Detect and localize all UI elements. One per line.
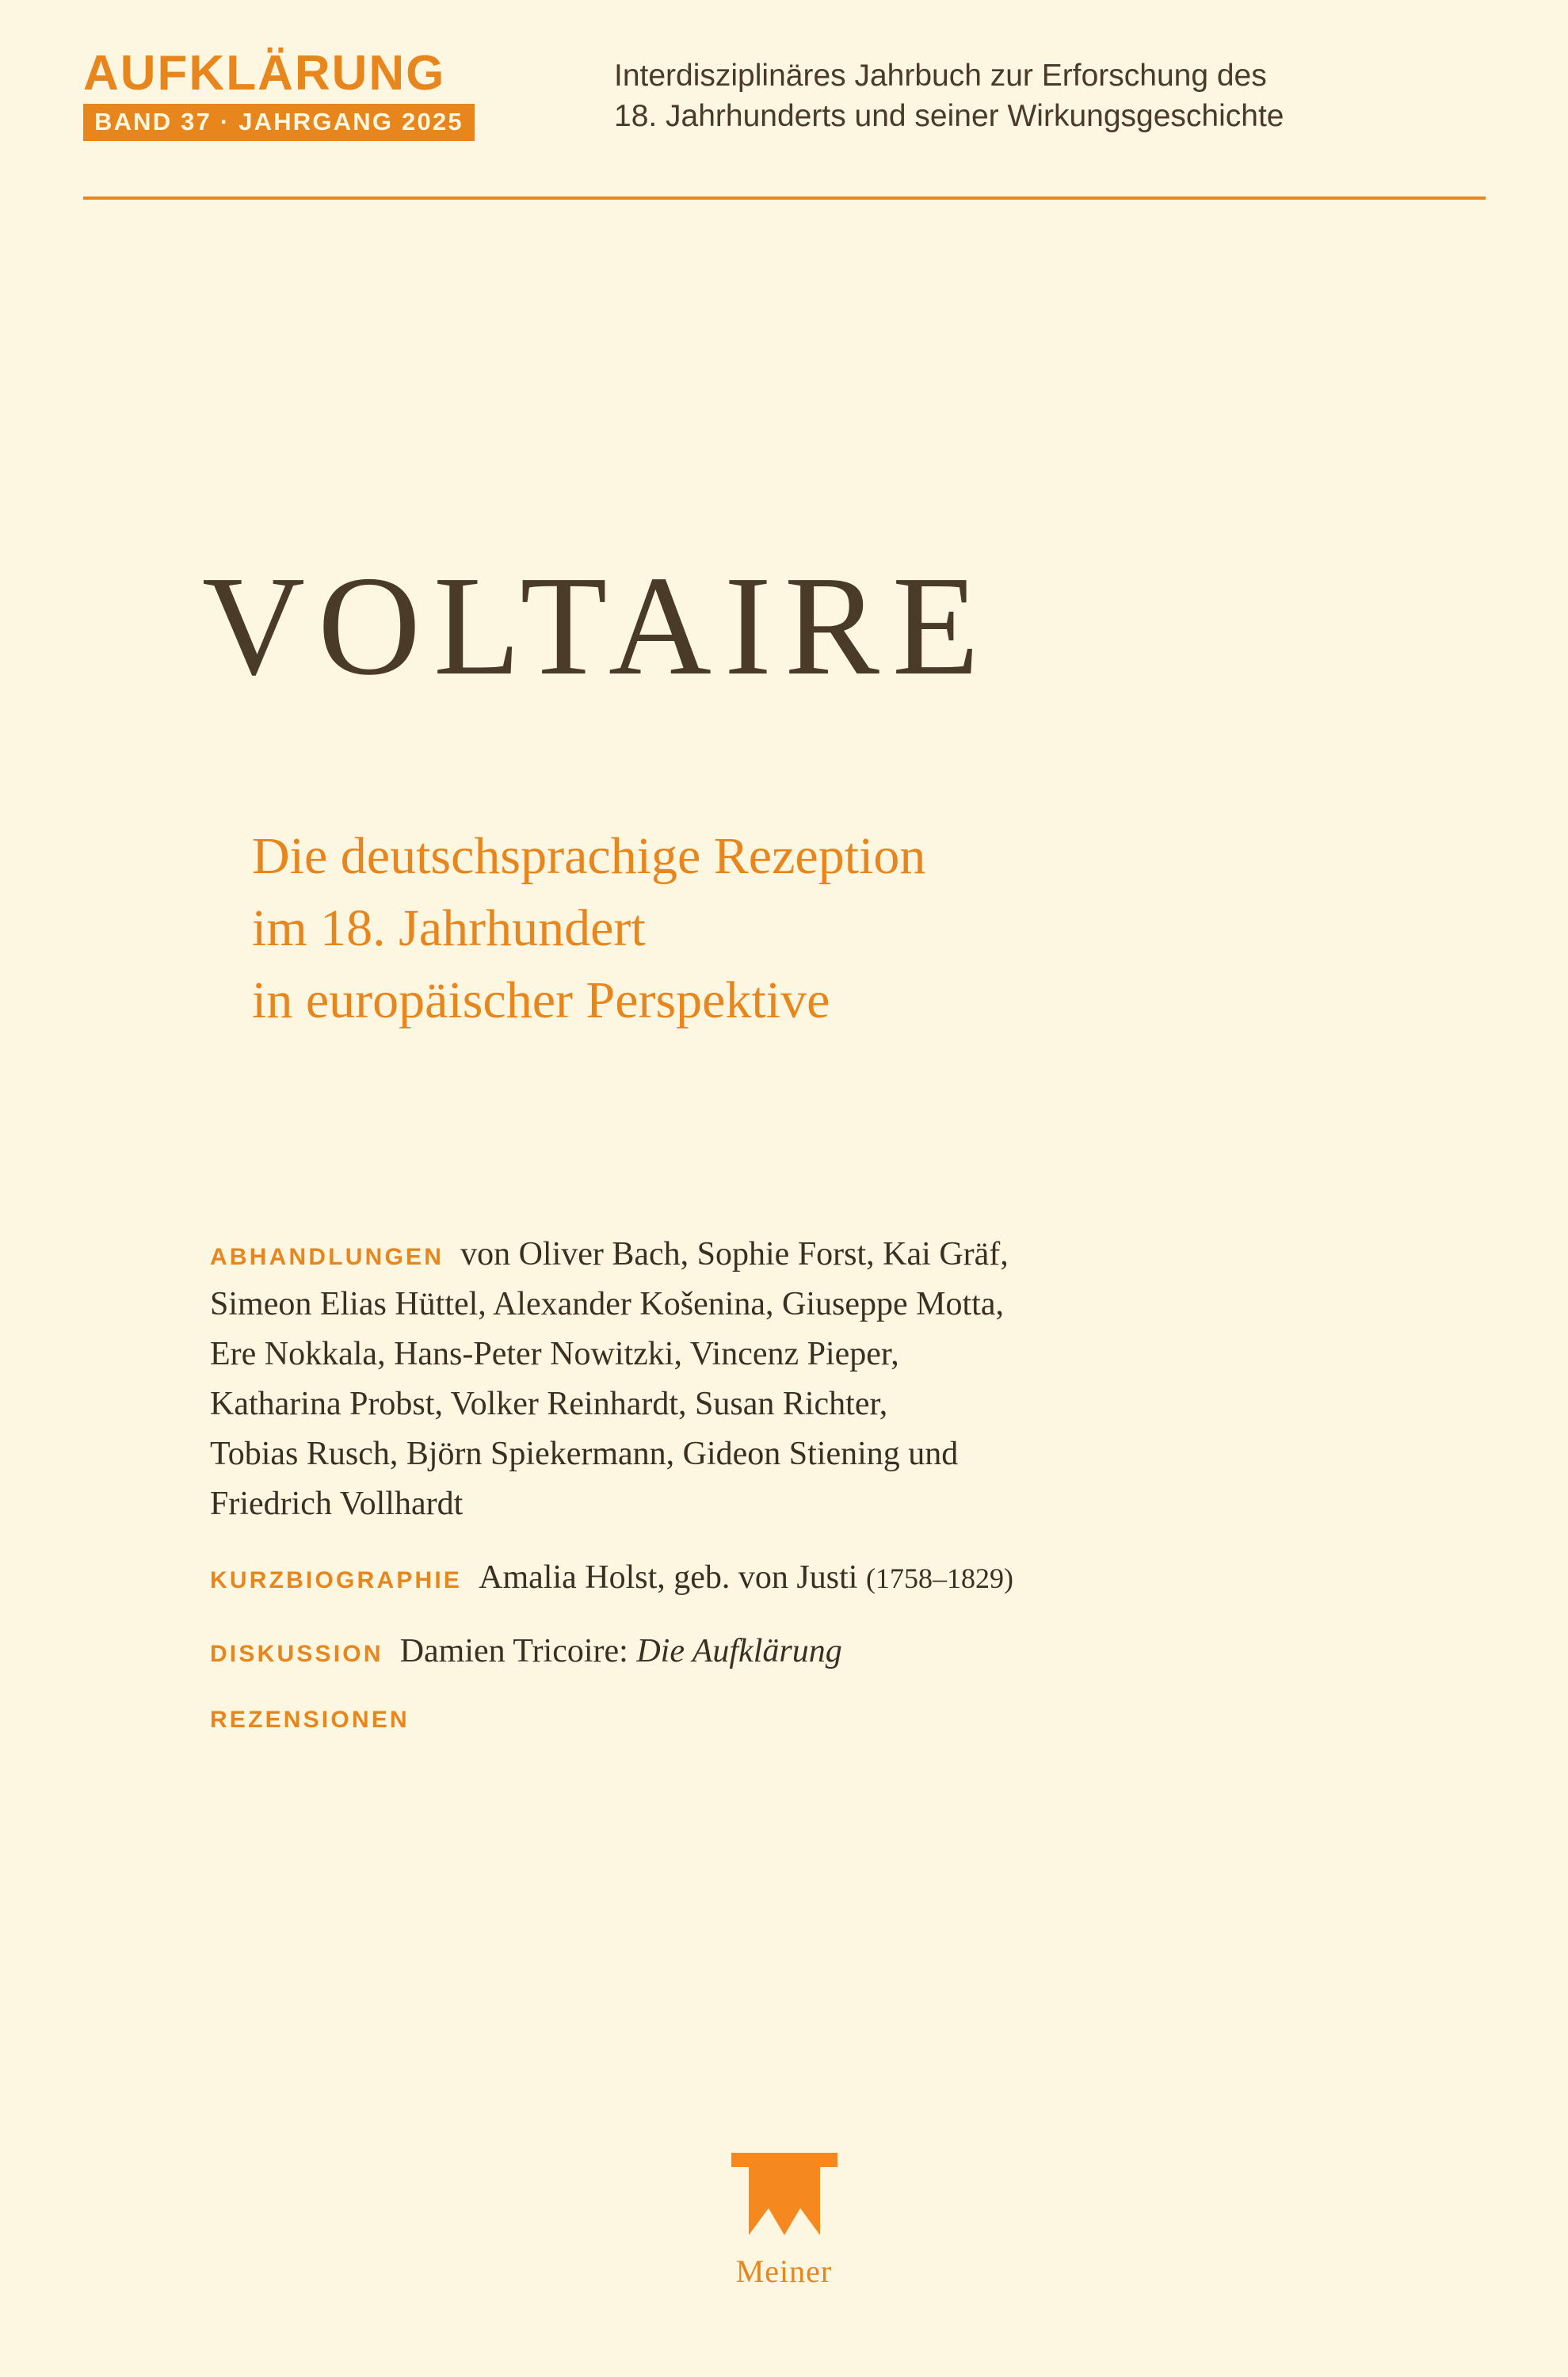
section-rezensionen — [210, 1707, 1398, 1734]
masthead-subtitle — [598, 48, 1485, 137]
kurzbiographie-years: (1758–1829) — [865, 1562, 1013, 1594]
subtitle-line-2: im 18. Jahrhundert — [252, 899, 646, 958]
subtitle-line-1: Die deutschsprachige Rezeption — [252, 827, 926, 885]
abhandlungen-line: Friedrich Vollhardt — [210, 1486, 464, 1522]
journal-title: AUFKLÄRUNG — [83, 46, 446, 101]
meiner-m-logo-icon — [725, 2146, 844, 2242]
abhandlungen-line: Katharina Probst, Volker Reinhardt, Susan Richter, — [210, 1386, 888, 1422]
section-diskussion — [210, 1627, 1398, 1677]
section-label-diskussion: DISKUSSION — [210, 1641, 383, 1667]
section-abhandlungen — [210, 1230, 1398, 1529]
masthead — [0, 0, 1568, 141]
page-title: VOLTAIRE — [202, 547, 992, 704]
diskussion-text: Damien Tricoire: — [399, 1633, 628, 1669]
section-label-abhandlungen: ABHANDLUNGEN — [210, 1244, 444, 1270]
subtitle-line-3: in europäischer Perspektive — [252, 971, 830, 1030]
publisher-logo — [658, 2146, 911, 2290]
contents-block — [210, 1230, 1398, 1757]
section-label-rezensionen: REZENSIONEN — [210, 1707, 410, 1733]
abhandlungen-lead: von Oliver Bach, Sophie Forst, Kai Gräf, — [460, 1236, 1009, 1272]
header-divider — [83, 196, 1486, 200]
abhandlungen-line: Tobias Rusch, Björn Spiekermann, Gideon Stiening und — [210, 1436, 959, 1472]
subtitle-block — [252, 820, 1401, 1036]
journal-subtitle-line-2: 18. Jahrhunderts und seiner Wirkungsgeschichte — [614, 99, 1284, 134]
diskussion-title: Die Aufklärung — [636, 1633, 842, 1669]
journal-subtitle-line-1: Interdisziplinäres Jahrbuch zur Erforschung des — [614, 59, 1267, 93]
section-label-kurzbiographie: KURZBIOGRAPHIE — [210, 1567, 463, 1593]
publisher-name: Meiner — [735, 2253, 833, 2289]
abhandlungen-line: Ere Nokkala, Hans-Peter Nowitzki, Vincenz Pieper, — [210, 1336, 899, 1372]
section-kurzbiographie — [210, 1553, 1398, 1603]
abhandlungen-line: Simeon Elias Hüttel, Alexander Košenina, Giuseppe Motta, — [210, 1286, 1004, 1322]
kurzbiographie-text: Amalia Holst, geb. von Justi — [479, 1559, 858, 1596]
masthead-left — [83, 48, 598, 141]
volume-badge: BAND 37 · JAHRGANG 2025 — [83, 104, 475, 141]
